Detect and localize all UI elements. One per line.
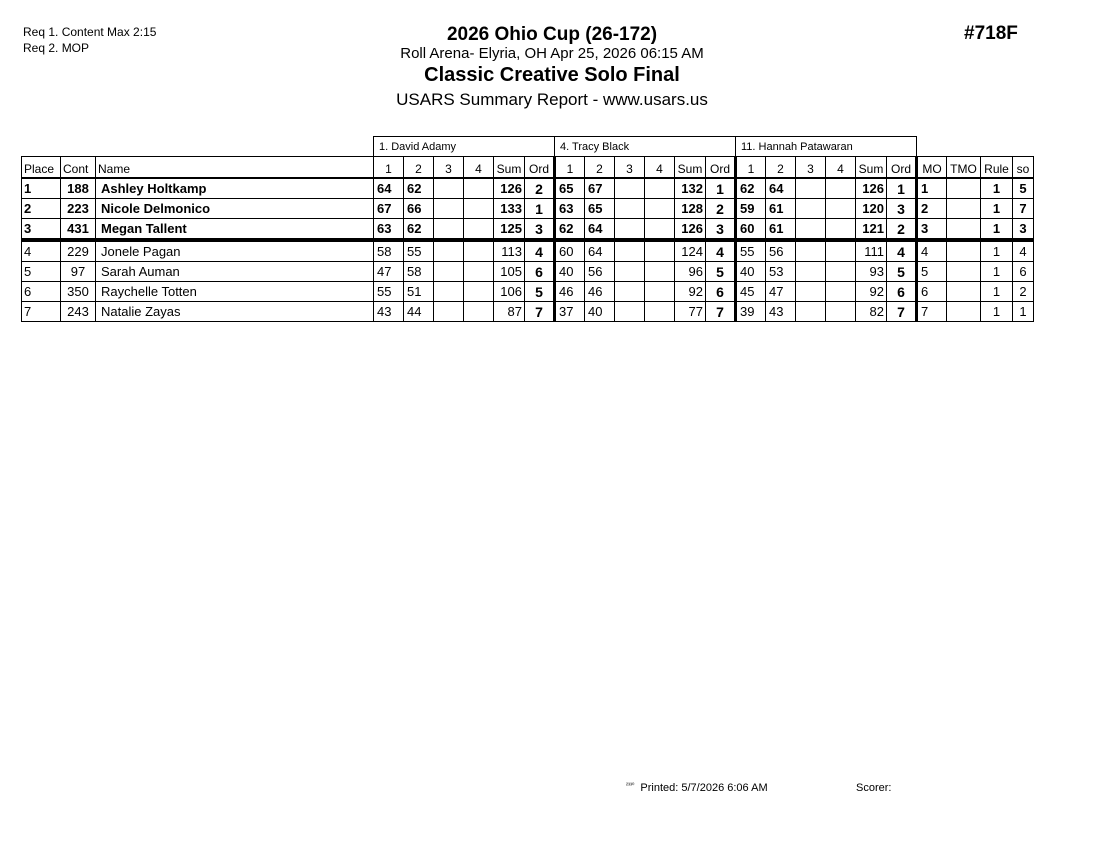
score-cell: 65 (585, 199, 615, 219)
score-cell: 62 (404, 178, 434, 199)
skater-name-cell: Megan Tallent (96, 219, 374, 241)
col-mo: MO (917, 157, 947, 179)
col-judge1-ord: Ord (525, 157, 555, 179)
place-cell: 3 (22, 219, 61, 241)
ordinal-cell: 6 (525, 262, 555, 282)
col-judge1-score4: 4 (464, 157, 494, 179)
so-cell: 5 (1013, 178, 1034, 199)
col-cont: Cont (61, 157, 96, 179)
mo-cell: 4 (917, 240, 947, 262)
competition-title: 2026 Ohio Cup (26-172) (446, 24, 658, 45)
score-cell: 43 (374, 302, 404, 322)
score-cell: 63 (374, 219, 404, 241)
tmo-cell (947, 282, 981, 302)
place-cell: 2 (22, 199, 61, 219)
ordinal-cell: 3 (706, 219, 736, 241)
score-cell: 66 (404, 199, 434, 219)
tmo-cell (947, 302, 981, 322)
table-row (22, 240, 1034, 262)
score-cell (464, 178, 494, 199)
score-cell: 40 (555, 262, 585, 282)
judges-row (22, 137, 1034, 157)
score-cell (826, 262, 856, 282)
event-code: #718F (964, 23, 1018, 44)
score-cell: 64 (374, 178, 404, 199)
sum-cell: 132 (675, 178, 706, 199)
skater-name-cell: Jonele Pagan (96, 240, 374, 262)
col-judge1-sum: Sum (494, 157, 525, 179)
so-cell: 4 (1013, 240, 1034, 262)
requirement-1: Req 1. Content Max 2:15 (23, 25, 157, 39)
score-cell: 47 (374, 262, 404, 282)
score-cell: 58 (374, 240, 404, 262)
score-cell (645, 219, 675, 241)
rule-cell: 1 (981, 240, 1013, 262)
score-cell: 40 (736, 262, 766, 282)
place-cell: 4 (22, 240, 61, 262)
table-row (22, 219, 1034, 241)
score-cell (615, 262, 645, 282)
report-title: USARS Summary Report - www.usars.us (396, 90, 708, 109)
score-cell: 62 (555, 219, 585, 241)
score-cell (464, 282, 494, 302)
score-cell (434, 240, 464, 262)
col-place: Place (22, 157, 61, 179)
col-judge3-score2: 2 (766, 157, 796, 179)
score-cell: 64 (585, 219, 615, 241)
score-cell: 65 (555, 178, 585, 199)
contestant-number-cell: 243 (61, 302, 96, 322)
score-cell (796, 199, 826, 219)
printed-date: Printed: 5/7/2026 6:06 AM (640, 782, 768, 794)
so-cell: 2 (1013, 282, 1034, 302)
score-cell (796, 240, 826, 262)
col-judge1-score1: 1 (374, 157, 404, 179)
score-cell (796, 219, 826, 241)
score-cell (826, 178, 856, 199)
rule-cell: 1 (981, 219, 1013, 241)
score-cell: 61 (766, 219, 796, 241)
sum-cell: 126 (675, 219, 706, 241)
printed-line (626, 782, 768, 794)
score-cell (826, 240, 856, 262)
ordinal-cell: 2 (525, 178, 555, 199)
score-cell: 43 (766, 302, 796, 322)
table-row (22, 178, 1034, 199)
score-cell (645, 240, 675, 262)
so-cell: 3 (1013, 219, 1034, 241)
score-cell (434, 219, 464, 241)
score-cell (464, 219, 494, 241)
col-judge2-score4: 4 (645, 157, 675, 179)
venue-date-line: Roll Arena- Elyria, OH Apr 25, 2026 06:15 AM (400, 45, 704, 62)
sum-cell: 82 (856, 302, 887, 322)
score-cell: 51 (404, 282, 434, 302)
score-cell: 59 (736, 199, 766, 219)
judge-1: 1. David Adamy (374, 137, 555, 157)
sum-cell: 126 (494, 178, 525, 199)
ordinal-cell: 6 (706, 282, 736, 302)
col-judge2-ord: Ord (706, 157, 736, 179)
ordinal-cell: 5 (525, 282, 555, 302)
judge-3: 11. Hannah Patawaran (736, 137, 917, 157)
tmo-cell (947, 199, 981, 219)
col-judge2-sum: Sum (675, 157, 706, 179)
col-tmo: TMO (947, 157, 981, 179)
col-judge2-score2: 2 (585, 157, 615, 179)
ordinal-cell: 7 (525, 302, 555, 322)
so-cell: 6 (1013, 262, 1034, 282)
ordinal-cell: 1 (706, 178, 736, 199)
score-cell: 39 (736, 302, 766, 322)
event-name: Classic Creative Solo Final (424, 64, 680, 86)
contestant-number-cell: 188 (61, 178, 96, 199)
ordinal-cell: 3 (887, 199, 917, 219)
score-cell (645, 302, 675, 322)
col-judge3-score4: 4 (826, 157, 856, 179)
results-table (21, 136, 1034, 322)
col-judge2-score1: 1 (555, 157, 585, 179)
report-mark: ²³³⁰ (626, 783, 635, 789)
ordinal-cell: 7 (887, 302, 917, 322)
score-cell: 46 (585, 282, 615, 302)
score-cell: 44 (404, 302, 434, 322)
sum-cell: 121 (856, 219, 887, 241)
tmo-cell (947, 178, 981, 199)
table-row (22, 282, 1034, 302)
col-judge1-score2: 2 (404, 157, 434, 179)
score-cell: 56 (766, 240, 796, 262)
score-cell (464, 199, 494, 219)
ordinal-cell: 4 (706, 240, 736, 262)
so-cell: 7 (1013, 199, 1034, 219)
contestant-number-cell: 350 (61, 282, 96, 302)
col-judge2-score3: 3 (615, 157, 645, 179)
sum-cell: 92 (675, 282, 706, 302)
sum-cell: 113 (494, 240, 525, 262)
score-cell (645, 282, 675, 302)
sum-cell: 106 (494, 282, 525, 302)
sum-cell: 125 (494, 219, 525, 241)
ordinal-cell: 3 (525, 219, 555, 241)
mo-cell: 5 (917, 262, 947, 282)
col-judge3-sum: Sum (856, 157, 887, 179)
place-cell: 6 (22, 282, 61, 302)
table-row (22, 199, 1034, 219)
score-cell: 53 (766, 262, 796, 282)
score-cell (796, 282, 826, 302)
score-cell (645, 199, 675, 219)
score-cell: 45 (736, 282, 766, 302)
rule-cell: 1 (981, 282, 1013, 302)
so-cell: 1 (1013, 302, 1034, 322)
rule-cell: 1 (981, 178, 1013, 199)
sum-cell: 128 (675, 199, 706, 219)
skater-name-cell: Sarah Auman (96, 262, 374, 282)
score-cell: 55 (404, 240, 434, 262)
rule-cell: 1 (981, 262, 1013, 282)
sum-cell: 105 (494, 262, 525, 282)
ordinal-cell: 5 (706, 262, 736, 282)
table-row (22, 262, 1034, 282)
score-cell: 67 (585, 178, 615, 199)
score-cell: 67 (374, 199, 404, 219)
score-cell (615, 178, 645, 199)
ordinal-cell: 6 (887, 282, 917, 302)
score-cell: 61 (766, 199, 796, 219)
ordinal-cell: 1 (887, 178, 917, 199)
ordinal-cell: 1 (525, 199, 555, 219)
score-cell: 62 (404, 219, 434, 241)
contestant-number-cell: 97 (61, 262, 96, 282)
mo-cell: 3 (917, 219, 947, 241)
contestant-number-cell: 223 (61, 199, 96, 219)
ordinal-cell: 2 (887, 219, 917, 241)
sum-cell: 124 (675, 240, 706, 262)
ordinal-cell: 5 (887, 262, 917, 282)
score-cell: 64 (585, 240, 615, 262)
rule-cell: 1 (981, 302, 1013, 322)
score-cell (645, 178, 675, 199)
score-cell (615, 240, 645, 262)
place-cell: 7 (22, 302, 61, 322)
mo-cell: 6 (917, 282, 947, 302)
score-cell: 55 (736, 240, 766, 262)
skater-name-cell: Natalie Zayas (96, 302, 374, 322)
score-cell (464, 262, 494, 282)
sum-cell: 126 (856, 178, 887, 199)
judge-2: 4. Tracy Black (555, 137, 736, 157)
score-cell (645, 262, 675, 282)
sum-cell: 92 (856, 282, 887, 302)
score-cell (615, 219, 645, 241)
requirement-2: Req 2. MOP (23, 41, 90, 55)
col-judge3-ord: Ord (887, 157, 917, 179)
col-rule: Rule (981, 157, 1013, 179)
sum-cell: 133 (494, 199, 525, 219)
score-cell (826, 302, 856, 322)
score-cell (826, 219, 856, 241)
score-cell (796, 262, 826, 282)
tmo-cell (947, 262, 981, 282)
col-judge1-score3: 3 (434, 157, 464, 179)
col-judge3-score1: 1 (736, 157, 766, 179)
score-cell (615, 199, 645, 219)
score-cell (434, 199, 464, 219)
score-cell: 60 (555, 240, 585, 262)
sum-cell: 77 (675, 302, 706, 322)
place-cell: 1 (22, 178, 61, 199)
ordinal-cell: 4 (525, 240, 555, 262)
sum-cell: 111 (856, 240, 887, 262)
score-cell: 56 (585, 262, 615, 282)
col-name: Name (96, 157, 374, 179)
score-cell (615, 302, 645, 322)
column-header-row (22, 157, 1034, 179)
score-cell (826, 282, 856, 302)
score-cell: 47 (766, 282, 796, 302)
contestant-number-cell: 229 (61, 240, 96, 262)
tmo-cell (947, 240, 981, 262)
mo-cell: 7 (917, 302, 947, 322)
score-cell (615, 282, 645, 302)
score-cell (826, 199, 856, 219)
rule-cell: 1 (981, 199, 1013, 219)
sum-cell: 93 (856, 262, 887, 282)
col-so: so (1013, 157, 1034, 179)
skater-name-cell: Raychelle Totten (96, 282, 374, 302)
score-cell (434, 262, 464, 282)
place-cell: 5 (22, 262, 61, 282)
col-judge3-score3: 3 (796, 157, 826, 179)
score-cell: 64 (766, 178, 796, 199)
ordinal-cell: 7 (706, 302, 736, 322)
score-cell: 63 (555, 199, 585, 219)
score-cell: 58 (404, 262, 434, 282)
score-cell (434, 178, 464, 199)
score-cell (434, 282, 464, 302)
mo-cell: 1 (917, 178, 947, 199)
score-cell: 60 (736, 219, 766, 241)
score-cell (464, 240, 494, 262)
scorer-label: Scorer: (856, 782, 892, 794)
score-cell: 62 (736, 178, 766, 199)
score-cell (796, 178, 826, 199)
score-cell (434, 302, 464, 322)
skater-name-cell: Nicole Delmonico (96, 199, 374, 219)
score-cell: 55 (374, 282, 404, 302)
ordinal-cell: 4 (887, 240, 917, 262)
score-cell: 46 (555, 282, 585, 302)
mo-cell: 2 (917, 199, 947, 219)
skater-name-cell: Ashley Holtkamp (96, 178, 374, 199)
score-cell (796, 302, 826, 322)
ordinal-cell: 2 (706, 199, 736, 219)
tmo-cell (947, 219, 981, 241)
table-row (22, 302, 1034, 322)
sum-cell: 96 (675, 262, 706, 282)
contestant-number-cell: 431 (61, 219, 96, 241)
score-cell: 37 (555, 302, 585, 322)
sum-cell: 120 (856, 199, 887, 219)
sum-cell: 87 (494, 302, 525, 322)
score-cell (464, 302, 494, 322)
score-cell: 40 (585, 302, 615, 322)
